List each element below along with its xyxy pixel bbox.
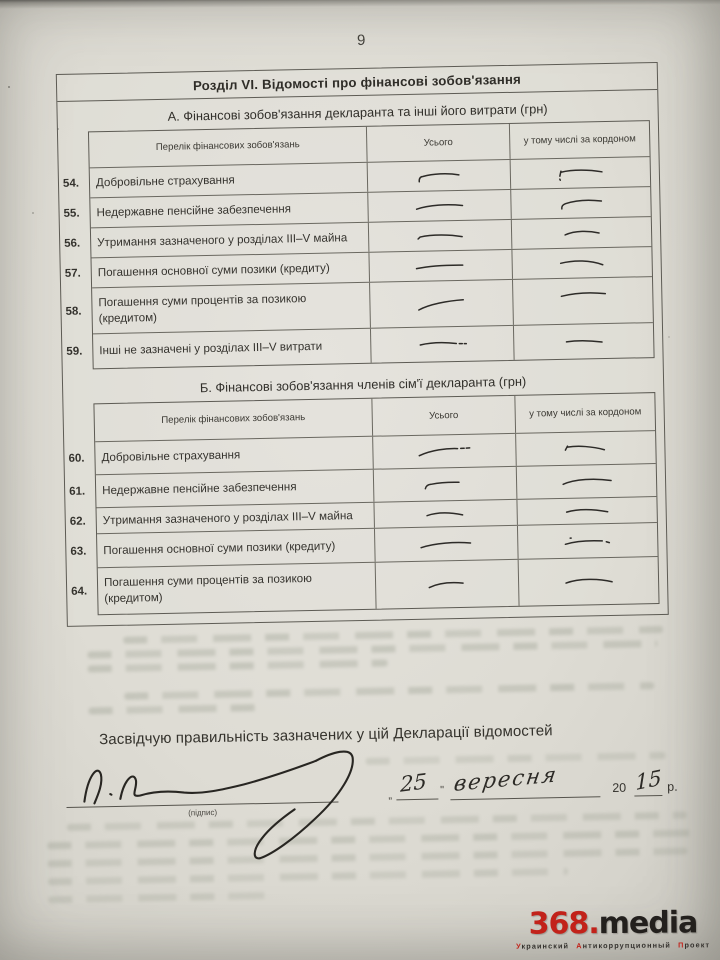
handwritten-dash (413, 198, 465, 214)
watermark-brand-dark: media (598, 905, 698, 942)
abroad-cell (516, 431, 656, 466)
abroad-cell (512, 247, 652, 279)
total-cell (374, 500, 517, 528)
handwritten-dash (561, 504, 613, 519)
row-number: 62. (69, 515, 86, 528)
handwritten-dash (415, 443, 473, 460)
total-cell (375, 526, 519, 562)
abroad-cell (511, 187, 651, 219)
bleed-through-text (87, 640, 657, 658)
handwritten-dash (414, 228, 466, 243)
table-a-subtitle: А. Фінансові зобов'язання декларанта та інші його витрати (грн) (167, 101, 548, 124)
watermark-brand (514, 905, 712, 942)
page-number: 9 (356, 31, 366, 49)
handwritten-dash (557, 286, 609, 302)
bleed-through-text (88, 659, 388, 672)
year-line (634, 795, 662, 797)
watermark-brand-red: 368. (528, 906, 599, 942)
attestation-text: Засвідчую правильність зазначених у цій Декларації відомостей (98, 722, 553, 749)
column-header-list: Перелік фінансових зобов'язань (94, 399, 373, 442)
date-row (388, 757, 705, 813)
signature (53, 736, 393, 875)
total-cell (368, 160, 512, 192)
row-label: Погашення суми процентів за позикою (кредитом) (98, 563, 377, 615)
total-cell (373, 434, 517, 469)
row-label: Погашення основної суми позики (кредиту) (91, 253, 370, 288)
handwritten-dash (419, 475, 472, 493)
handwritten-dash (412, 257, 470, 274)
handwritten-dash (556, 255, 608, 271)
bleed-through-text (89, 704, 269, 715)
abroad-cell (512, 217, 652, 249)
table-row (71, 557, 659, 614)
table-a (62, 120, 655, 369)
handwritten-dash (560, 473, 612, 489)
row-label: Добровільне страхування (95, 437, 374, 475)
day-line (396, 798, 438, 800)
watermark-subtitle (514, 940, 712, 950)
year-unit: р. (667, 779, 678, 794)
handwritten-dash (421, 575, 474, 593)
abroad-cell (513, 277, 653, 325)
row-number: 58. (65, 305, 82, 318)
abroad-cell (517, 464, 657, 499)
column-header-abroad: у тому числі за кордоном (529, 406, 642, 420)
abroad-cell (514, 323, 654, 360)
handwritten-dash (423, 506, 468, 521)
total-cell (370, 280, 514, 328)
year-prefix: 20 (612, 780, 627, 795)
row-label: Недержавне пенсійне забезпечення (96, 470, 375, 508)
handwritten-dash (555, 194, 608, 212)
handwritten-dash (562, 533, 614, 549)
column-header-abroad: у тому числі за кордоном (523, 133, 636, 147)
row-label: Утримання зазначеного у розділах III–V майна (91, 223, 370, 258)
watermark-word: Украинский (516, 941, 570, 951)
abroad-cell (519, 557, 659, 606)
row-number: 61. (69, 485, 86, 498)
handwritten-month: вересня (452, 762, 560, 797)
watermark-word: Проект (678, 940, 711, 950)
handwritten-dash (412, 167, 465, 185)
total-cell (374, 467, 518, 502)
watermark-word: Антикоррупционный (576, 940, 671, 951)
handwritten-dash (416, 337, 468, 352)
total-cell (369, 250, 513, 282)
handwritten-dash (562, 574, 614, 589)
row-number: 54. (62, 177, 80, 190)
watermark-368media (514, 905, 712, 951)
total-cell (368, 190, 512, 222)
row-number: 55. (63, 207, 80, 220)
open-quote: „ (388, 789, 393, 802)
handwritten-year: 15 (635, 765, 662, 796)
row-number: 57. (64, 267, 81, 280)
row-label: Недержавне пенсійне забезпечення (90, 193, 369, 228)
total-cell (371, 326, 515, 363)
handwritten-dash (554, 166, 606, 181)
handwritten-dash (417, 535, 475, 552)
total-cell (369, 220, 513, 252)
total-cell (376, 560, 520, 609)
column-header-list: Перелік фінансових зобов'язань (89, 127, 368, 168)
handwritten-dash (415, 295, 468, 313)
row-number: 63. (70, 545, 87, 558)
abroad-cell (511, 157, 651, 189)
section-title: Розділ VI. Відомості про фінансові зобов'язання (57, 63, 657, 102)
handwritten-dash (561, 334, 606, 349)
row-label: Добровільне страхування (90, 163, 369, 198)
column-header-total: Усього (372, 396, 516, 436)
abroad-cell (518, 523, 658, 559)
close-quote: " (440, 784, 445, 797)
handwritten-dash (560, 441, 612, 456)
month-line (450, 796, 600, 800)
bleed-through-text (124, 682, 654, 700)
table-b (68, 392, 659, 615)
row-label: Погашення суми процентів за позикою (кредитом) (92, 283, 371, 334)
handwritten-day: 25 (400, 769, 427, 797)
bleed-through-text (48, 892, 268, 903)
handwritten-dash (559, 225, 604, 240)
column-header-total: Усього (367, 124, 511, 162)
table-b-subtitle: Б. Фінансові зобов'язання членів сім'ї декларанта (грн) (199, 373, 527, 396)
signature-caption: (підпис) (188, 807, 218, 818)
section-vi-box (56, 62, 669, 627)
abroad-cell (517, 497, 656, 525)
row-number: 56. (64, 237, 81, 250)
row-label: Інші не зазначені у розділах III–V витрати (93, 329, 372, 369)
row-label: Утримання зазначеного у розділах III–V майна (97, 503, 375, 534)
row-number: 59. (66, 345, 83, 358)
row-number: 60. (68, 452, 85, 465)
row-label: Погашення основної суми позики (кредиту) (97, 529, 376, 568)
row-number: 64. (71, 585, 88, 598)
